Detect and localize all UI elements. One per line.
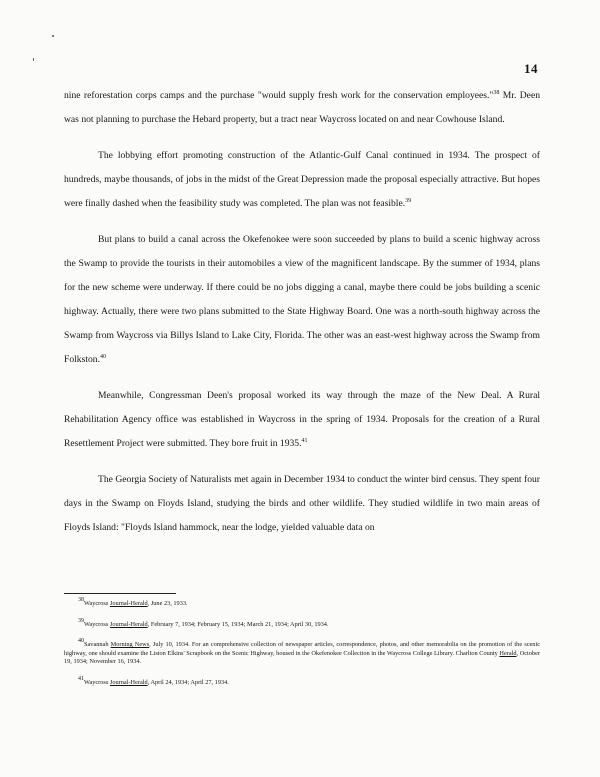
body-paragraph (64, 468, 540, 540)
footnote (64, 617, 540, 630)
scan-speck (52, 35, 54, 37)
text-run: , June 23, 1933. (147, 600, 188, 607)
footnotes (64, 597, 540, 700)
text-run: Waycross (84, 678, 110, 686)
body-paragraph (64, 144, 540, 216)
publication-title: Herald (499, 649, 517, 657)
page-number: 14 (524, 61, 538, 76)
text-run: Savannah (84, 641, 111, 649)
footnote-reference: 41 (78, 675, 84, 682)
text-run: But plans to build a canal across the Okefenokee were soon succeeded by plans to build a scenic highway across the Swamp to provide the tourists in their automobiles a view of the magnificent landscape. By the summer of 1934, plans for the new scheme were underway. If there could be no jobs digging a canal, maybe there could be jobs building a scenic highway. Actually, there were two plans submitted to the State Highway Board. One was a north-south highway across the Swamp from Waycross via Billys Island to Lake City, Florida. The other was an east-west highway across the Swamp from Folkston. (64, 234, 540, 365)
publication-title: Journal-Herald (109, 620, 148, 628)
text-run: , February 7, 1934; February 15, 1934; March 21, 1934; April 30, 1934. (147, 620, 329, 628)
publication-title: Journal-Herald (109, 678, 148, 686)
text-run: Waycross (84, 620, 110, 628)
text-run: , October 19, 1934; November 16, 1934. (64, 649, 540, 666)
footnote (64, 597, 540, 609)
text-run: Meanwhile, Congressman Deen's proposal worked its way through the maze of the New Deal. A Rural Rehabilitation Agency office was established in Waycross in the spring of 1934. Proposals for the creation of a Rural Resettlement Project were submitted. They bore fruit in 1935. (64, 390, 540, 449)
footnote-reference: 40 (78, 638, 84, 645)
text-run: nine reforestation corps camps and the purchase "would supply fresh work for the conservation employees." (64, 90, 494, 101)
body-paragraph (64, 228, 540, 372)
footnote-divider (64, 593, 176, 594)
text-run: Waycross (84, 600, 110, 607)
text-run: The Georgia Society of Naturalists met again in December 1934 to conduct the winter bird census. They spent four days in the Swamp on Floyds Island, studying the birds and other wildlife. They studied wildlife in two main areas of Floyds Island: "Floyds Island hammock, near the lodge, yielded valuable data on (64, 474, 540, 533)
footnote-reference: 38 (493, 90, 500, 96)
footnote-reference: 39 (78, 617, 84, 624)
text-run: , July 10, 1934. For an comprehensive collection of newspaper articles, correspondence, photos, and other memorabilia on the promotion of the scenic highway, one should examine the Liston Elkins' Scrapbook on the Scenic Highway, housed in the Okefenokee Collection in the Waycross College Library. Charlton County (64, 641, 540, 657)
footnote (64, 638, 540, 667)
body-text (64, 84, 540, 540)
body-paragraph (64, 84, 540, 132)
body-paragraph (64, 384, 540, 456)
footnote-reference: 40 (100, 354, 106, 360)
footnote-reference: 39 (405, 198, 412, 204)
text-run: Mr. Deen was not planning to purchase the Hebard property, but a tract near Waycross located on and near Cowhouse Island. (64, 90, 540, 125)
footnote-reference: 38 (78, 597, 84, 603)
text-run: The lobbying effort promoting construction of the Atlantic-Gulf Canal continued in 1934. The prospect of hundreds, maybe thousands, of jobs in the midst of the Great Depression made the proposal especially attractive. But hopes were finally dashed when the feasibility study was completed. The plan was not feasible. (64, 150, 540, 209)
publication-title: Morning News (110, 641, 150, 649)
footnote (64, 675, 540, 688)
scan-speck (33, 58, 34, 61)
text-run: , April 24, 1934; April 27, 1934. (147, 678, 229, 686)
footnote-reference: 41 (301, 438, 308, 444)
publication-title: Journal-Herald (109, 600, 148, 607)
